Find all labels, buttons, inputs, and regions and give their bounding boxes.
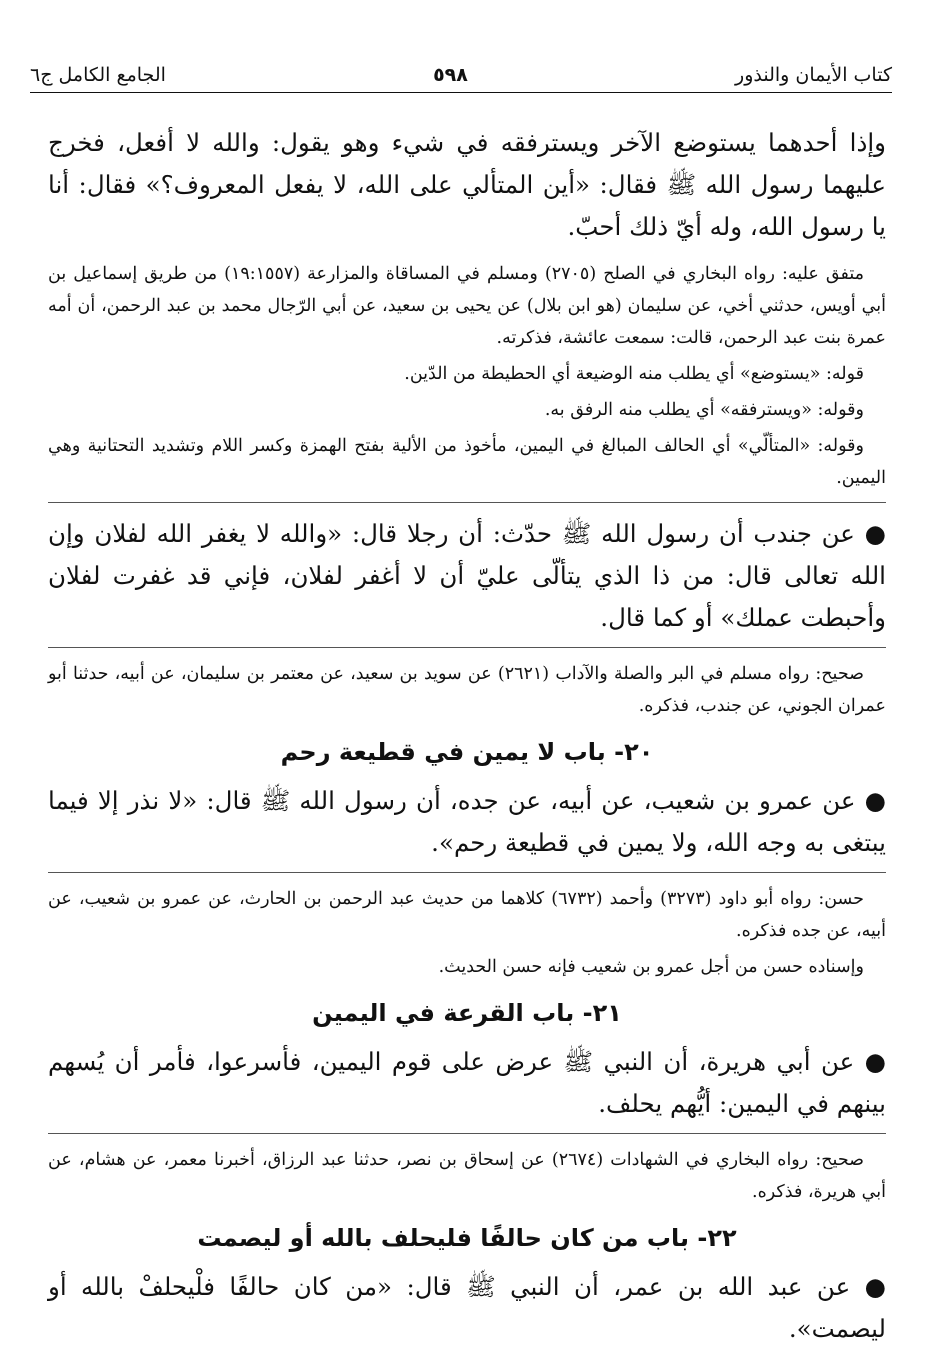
page-number: ٥٩٨ (433, 64, 468, 86)
takhrij-note-2: صحيح: رواه مسلم في البر والصلة والآداب (٢٦٢١) عن سويد بن سعيد، عن معتمر بن سليمان، عن أبيه، حدثنا أبو عمران الجوني، عن جندب، فذكره. (48, 664, 886, 716)
page-header (30, 58, 892, 93)
chapter-heading-22: ٢٢- باب من كان حالفًا فليحلف بالله أو ليصمت (197, 1224, 737, 1252)
commentary-note-3: وقوله: «المتألّي» أي الحالف المبالغ في اليمين، مأخوذ من الألية بفتح الهمزة وكسر اللام وتشديد التحتانية وهي اليمين. (48, 436, 886, 488)
hadith-text-3: ● عن عمرو بن شعيب، عن أبيه، عن جده، أن رسول الله ﷺ قال: «لا نذر إلا فيما يبتغى به وجه الله، ولا يمين في قطيعة رحم». (48, 786, 886, 857)
hadith-text-2: ● عن جندب أن رسول الله ﷺ حدّث: أن رجلا قال: «والله لا يغفر الله لفلان وإن الله تعالى قال: من ذا الذي يتألّى عليّ أن لا أغفر لفلان، فإني قد غفرت لفلان وأحبطت عملك» أو كما قال. (48, 519, 886, 632)
hadith-text-5: ● عن عبد الله بن عمر، أن النبي ﷺ قال: «من كان حالفًا فلْيحلفْ بالله أو ليصمت». (48, 1272, 886, 1343)
header-volume-title: الجامع الكامل ج٦ (30, 64, 166, 86)
separator-line (48, 872, 886, 873)
chapter-heading-21: ٢١- باب القرعة في اليمين (312, 999, 622, 1027)
takhrij-note-3: حسن: رواه أبو داود (٣٢٧٣) وأحمد (٦٧٣٢) كلاهما من حديث عبد الرحمن بن الحارث، عن عمرو بن شعيب، عن أبيه، عن جده فذكره. (48, 889, 886, 941)
header-book-title: كتاب الأيمان والنذور (735, 64, 892, 86)
hadith-text-4: ● عن أبي هريرة، أن النبي ﷺ عرض على قوم اليمين، فأسرعوا، فأمر أن يُسهم بينهم في اليمين: أيُّهم يحلف. (48, 1047, 886, 1118)
grading-note: وإسناده حسن من أجل عمرو بن شعيب فإنه حسن الحديث. (438, 957, 864, 977)
takhrij-note-1: متفق عليه: رواه البخاري في الصلح (٢٧٠٥) ومسلم في المساقاة والمزارعة (١٩:١٥٥٧) من طريق إسماعيل بن أبي أويس، حدثني أخي، عن سليمان (هو ابن بلال) عن يحيى بن سعيد، عن أبي الرّجال محمد بن عبد الرحمن، أن أمه عمرة بنت عبد الرحمن، قالت: سمعت عائشة، فذكرته. (48, 264, 886, 348)
separator-line (48, 502, 886, 503)
hadith-text-1: وإذا أحدهما يستوضع الآخر ويسترفقه في شيء وهو يقول: والله لا أفعل، فخرج عليهما رسول الله ﷺ فقال: «أين المتألي على الله، لا يفعل المعروف؟» فقال: أنا يا رسول الله، وله أيّ ذلك أحبّ. (48, 128, 886, 241)
commentary-note-1: قوله: «يستوضع» أي يطلب منه الوضيعة أي الحطيطة من الدّين. (404, 364, 864, 384)
chapter-heading-20: ٢٠- باب لا يمين في قطيعة رحم (280, 738, 654, 766)
takhrij-note-4: صحيح: رواه البخاري في الشهادات (٢٦٧٤) عن إسحاق بن نصر، حدثنا عبد الرزاق، أخبرنا معمر، عن هشام، عن أبي هريرة، فذكره. (48, 1150, 886, 1202)
commentary-note-2: وقوله: «ويسترفقه» أي يطلب منه الرفق به. (544, 400, 864, 420)
separator-line (48, 647, 886, 648)
separator-line (48, 1133, 886, 1134)
page-body (48, 122, 886, 1350)
